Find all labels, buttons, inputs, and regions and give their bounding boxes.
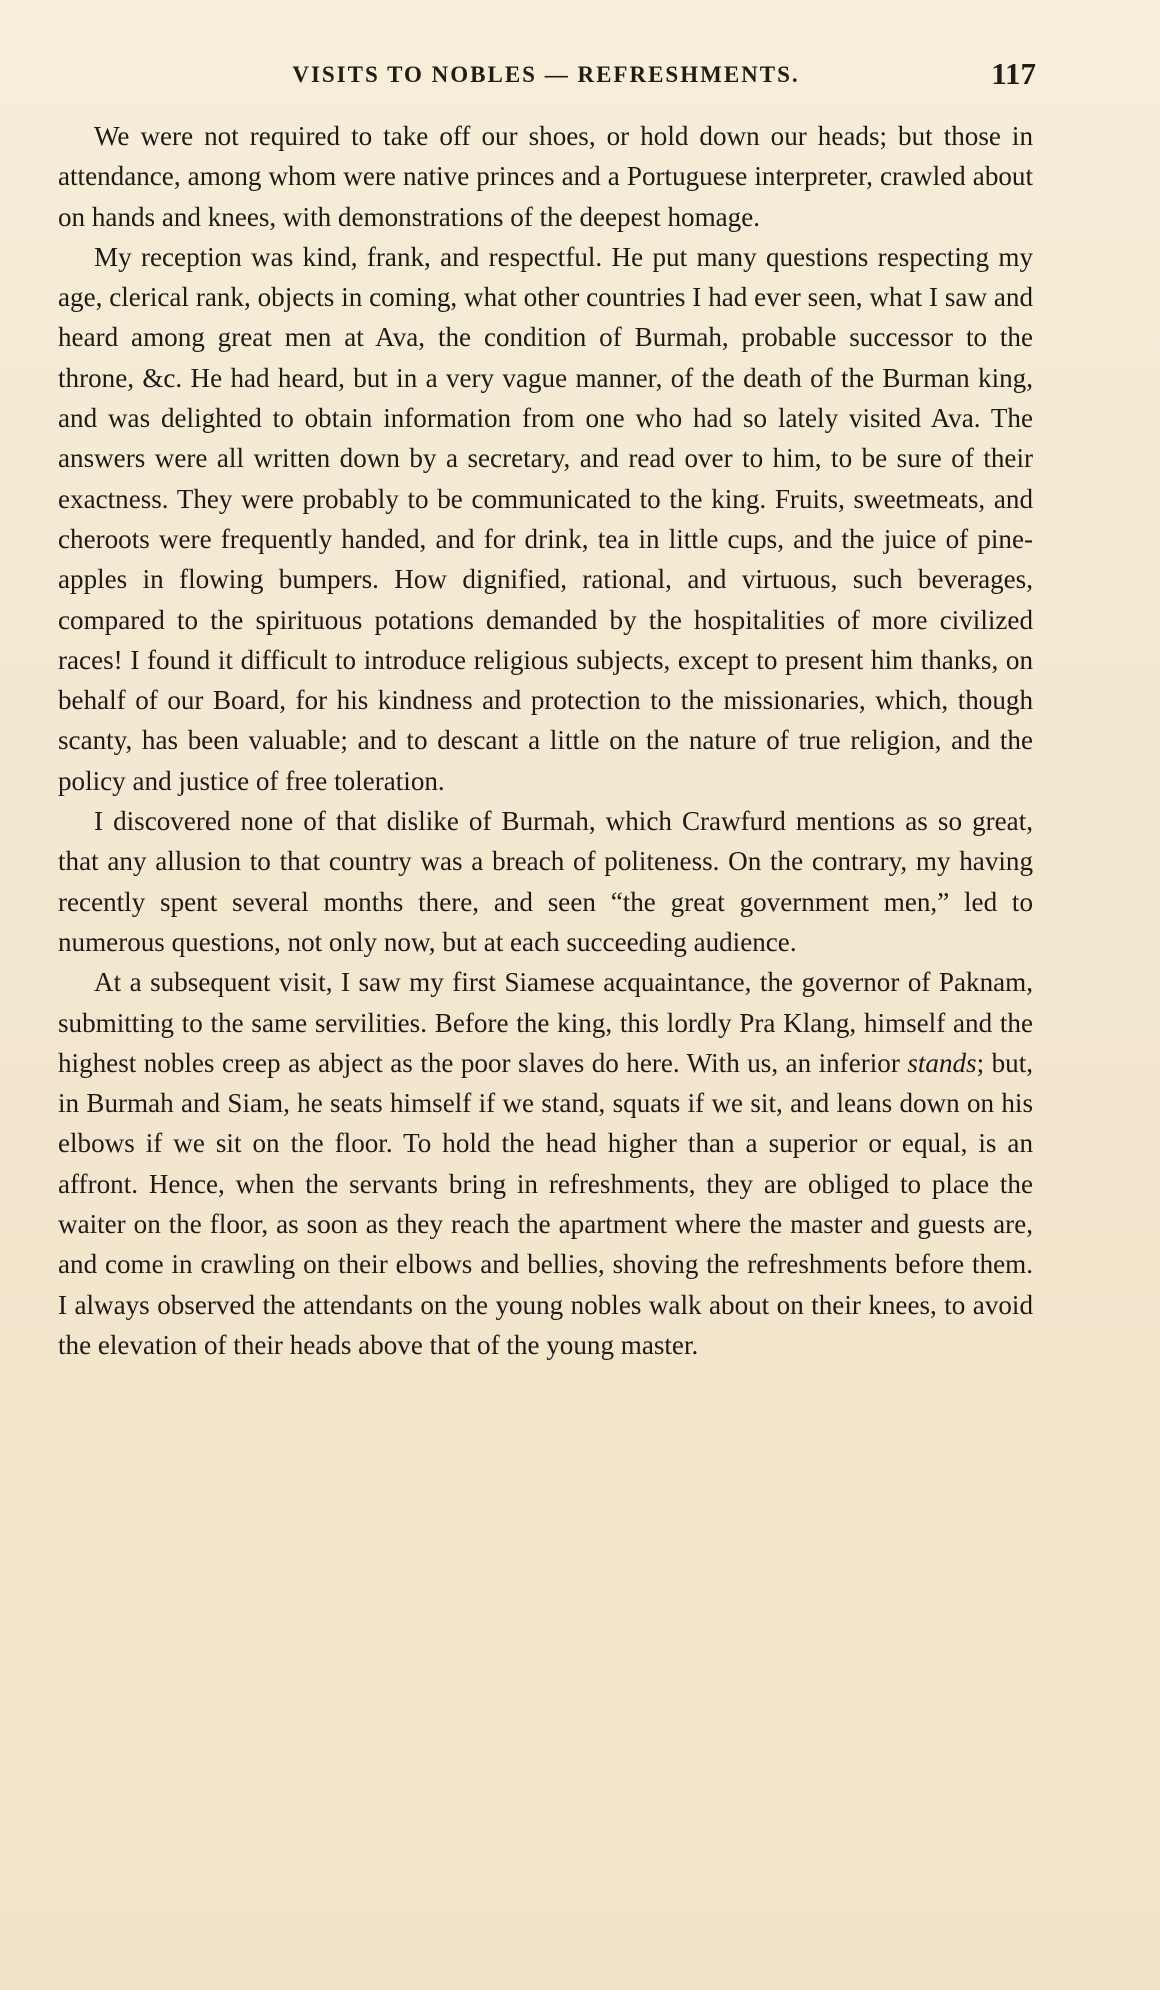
paragraph-4-italic-word: stands	[907, 1047, 977, 1078]
paragraph-3: I discovered none of that dislike of Burmah, which Crawfurd mentions as so great, that any allusion to that country was a breach of politeness. On the contrary, my having recently spent several months there, and seen “the great government men,” led to numerous questions, not only now, but at each succeeding audience.	[58, 806, 1033, 957]
running-head: VISITS TO NOBLES — REFRESHMENTS.	[292, 62, 800, 87]
page-header	[56, 56, 1036, 96]
page-number: 117	[991, 56, 1036, 91]
paragraph-4	[58, 962, 1033, 1365]
body-text	[58, 116, 1033, 1365]
paragraph-4-text-after: ; but, in Burmah and Siam, he seats himself if we stand, squats if we sit, and leans down on his elbows if we sit on the floor. To hold the head higher than a superior or equal, is an affront. Hence, when the servants bring in refreshments, they are obliged to place the waiter on the floor, as soon as they reach the apartment where the master and guests are, and come in crawling on their elbows and bellies, shoving the refreshments before them. I always observed the attendants on the young nobles walk about on their knees, to avoid the elevation of their heads above that of the young master.	[58, 1047, 1033, 1360]
paragraph-4-text-before: At a subsequent visit, I saw my first Siamese acquaintance, the governor of Paknam, submitting to the same servilities. Before the king, this lordly Pra Klang, himself and the highest nobles creep as abject as the poor slaves do here. With us, an inferior	[58, 967, 1033, 1078]
paragraph-2: My reception was kind, frank, and respectful. He put many questions respecting my age, clerical rank, objects in coming, what other countries I had ever seen, what I saw and heard among great men at Ava, the condition of Burmah, probable successor to the throne, &c. He had heard, but in a very vague manner, of the death of the Burman king, and was delighted to obtain information from one who had so lately visited Ava. The answers were all written down by a secretary, and read over to him, to be sure of their exactness. They were probably to be communicated to the king. Fruits, sweetmeats, and cheroots were frequently handed, and for drink, tea in little cups, and the juice of pine-apples in flowing bumpers. How dignified, rational, and virtuous, such beverages, compared to the spirituous potations demanded by the hospitalities of more civilized races! I found it difficult to introduce religious subjects, except to present him thanks, on behalf of our Board, for his kindness and protection to the missionaries, which, though scanty, has been valuable; and to descant a little on the nature of true religion, and the policy and justice of free toleration.	[58, 241, 1033, 796]
paragraph-1: We were not required to take off our shoes, or hold down our heads; but those in attendance, among whom were native princes and a Portuguese interpreter, crawled about on hands and knees, with demonstrations of the deepest homage.	[58, 121, 1033, 232]
